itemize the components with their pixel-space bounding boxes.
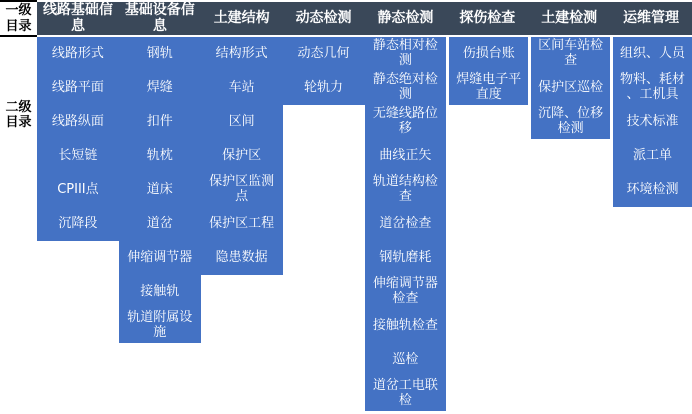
menu-item: 曲线正矢	[379, 147, 432, 163]
category-header: 动态检测	[283, 2, 365, 35]
category-items	[37, 37, 119, 241]
category-column-1	[37, 2, 119, 241]
menu-item: 环境检测	[626, 181, 679, 197]
menu-item: 线路纵面	[51, 113, 104, 129]
menu-item: 道岔工电联检	[372, 378, 438, 408]
menu-item: 动态几何	[297, 45, 350, 61]
category-items	[365, 37, 447, 411]
menu-item: 隐患数据	[215, 249, 268, 265]
menu-item: 接触轨检查	[372, 317, 438, 333]
category-items	[449, 37, 528, 105]
header-separator-line	[0, 35, 37, 37]
menu-item: 车站	[228, 79, 255, 95]
category-header: 静态检测	[365, 2, 447, 35]
category-column-5	[365, 2, 447, 411]
menu-item: 区间	[228, 113, 255, 129]
menu-item: 道岔	[146, 215, 173, 231]
category-column-3	[201, 2, 283, 275]
menu-item: 伸缩调节器检查	[372, 276, 438, 306]
menu-item: 派工单	[633, 147, 673, 163]
menu-item: 沉降段	[58, 215, 98, 231]
menu-item: 轨道附属设施	[127, 310, 193, 340]
columns-grid	[37, 2, 692, 411]
category-items	[283, 37, 365, 105]
menu-item: 保护区	[222, 147, 262, 163]
category-header: 运维管理	[610, 2, 692, 35]
row-label-column	[0, 0, 37, 414]
category-column-7	[528, 2, 610, 139]
category-column-6	[446, 2, 528, 105]
category-header: 土建检测	[528, 2, 610, 35]
menu-item: 钢轨	[146, 45, 173, 61]
menu-item: 物料、耗材、工机具	[620, 72, 686, 102]
menu-item: 静态相对检测	[372, 38, 438, 68]
category-items	[201, 37, 283, 275]
category-header: 土建结构	[201, 2, 283, 35]
menu-item: 沉降、位移检测	[538, 106, 604, 136]
menu-item: 道床	[146, 181, 173, 197]
menu-item: 保护区监测点	[209, 174, 275, 204]
menu-item: 线路形式	[51, 45, 104, 61]
menu-item: 轮轨力	[304, 79, 344, 95]
menu-item: 伸缩调节器	[127, 249, 193, 265]
menu-item: 巡检	[392, 351, 419, 367]
menu-item: 保护区工程	[209, 215, 275, 231]
category-items	[613, 37, 692, 207]
category-header: 基础设备信息	[119, 2, 201, 35]
category-column-8	[610, 2, 692, 207]
menu-item: 保护区巡检	[538, 79, 604, 95]
menu-item: 长短链	[58, 147, 98, 163]
menu-item: 焊缝	[146, 79, 173, 95]
menu-item: 轨道结构检查	[372, 174, 438, 204]
menu-item: 钢轨磨耗	[379, 249, 432, 265]
menu-item: 扣件	[146, 113, 173, 129]
category-items	[119, 37, 201, 343]
menu-item: 结构形式	[215, 45, 268, 61]
menu-item: 无缝线路位移	[372, 106, 438, 136]
category-items	[531, 37, 610, 139]
category-header: 线路基础信息	[37, 2, 119, 35]
menu-item: 技术标准	[626, 113, 679, 129]
category-column-4	[283, 2, 365, 105]
category-header: 探伤检查	[446, 2, 528, 35]
row-label-level1: 一级目录	[5, 3, 32, 34]
menu-item: 组织、人员	[620, 45, 686, 61]
menu-item: 道岔检查	[379, 215, 432, 231]
category-column-2	[119, 2, 201, 343]
menu-item: 区间车站检查	[538, 38, 604, 68]
menu-item: 静态绝对检测	[372, 72, 438, 102]
row-label-level2: 二级目录	[5, 99, 32, 130]
menu-item: 轨枕	[146, 147, 173, 163]
menu-item: 伤损台账	[462, 45, 515, 61]
menu-item: 线路平面	[51, 79, 104, 95]
menu-item: 焊缝电子平直度	[456, 72, 522, 102]
menu-item: CPIII点	[57, 181, 99, 197]
menu-item: 接触轨	[140, 283, 180, 299]
